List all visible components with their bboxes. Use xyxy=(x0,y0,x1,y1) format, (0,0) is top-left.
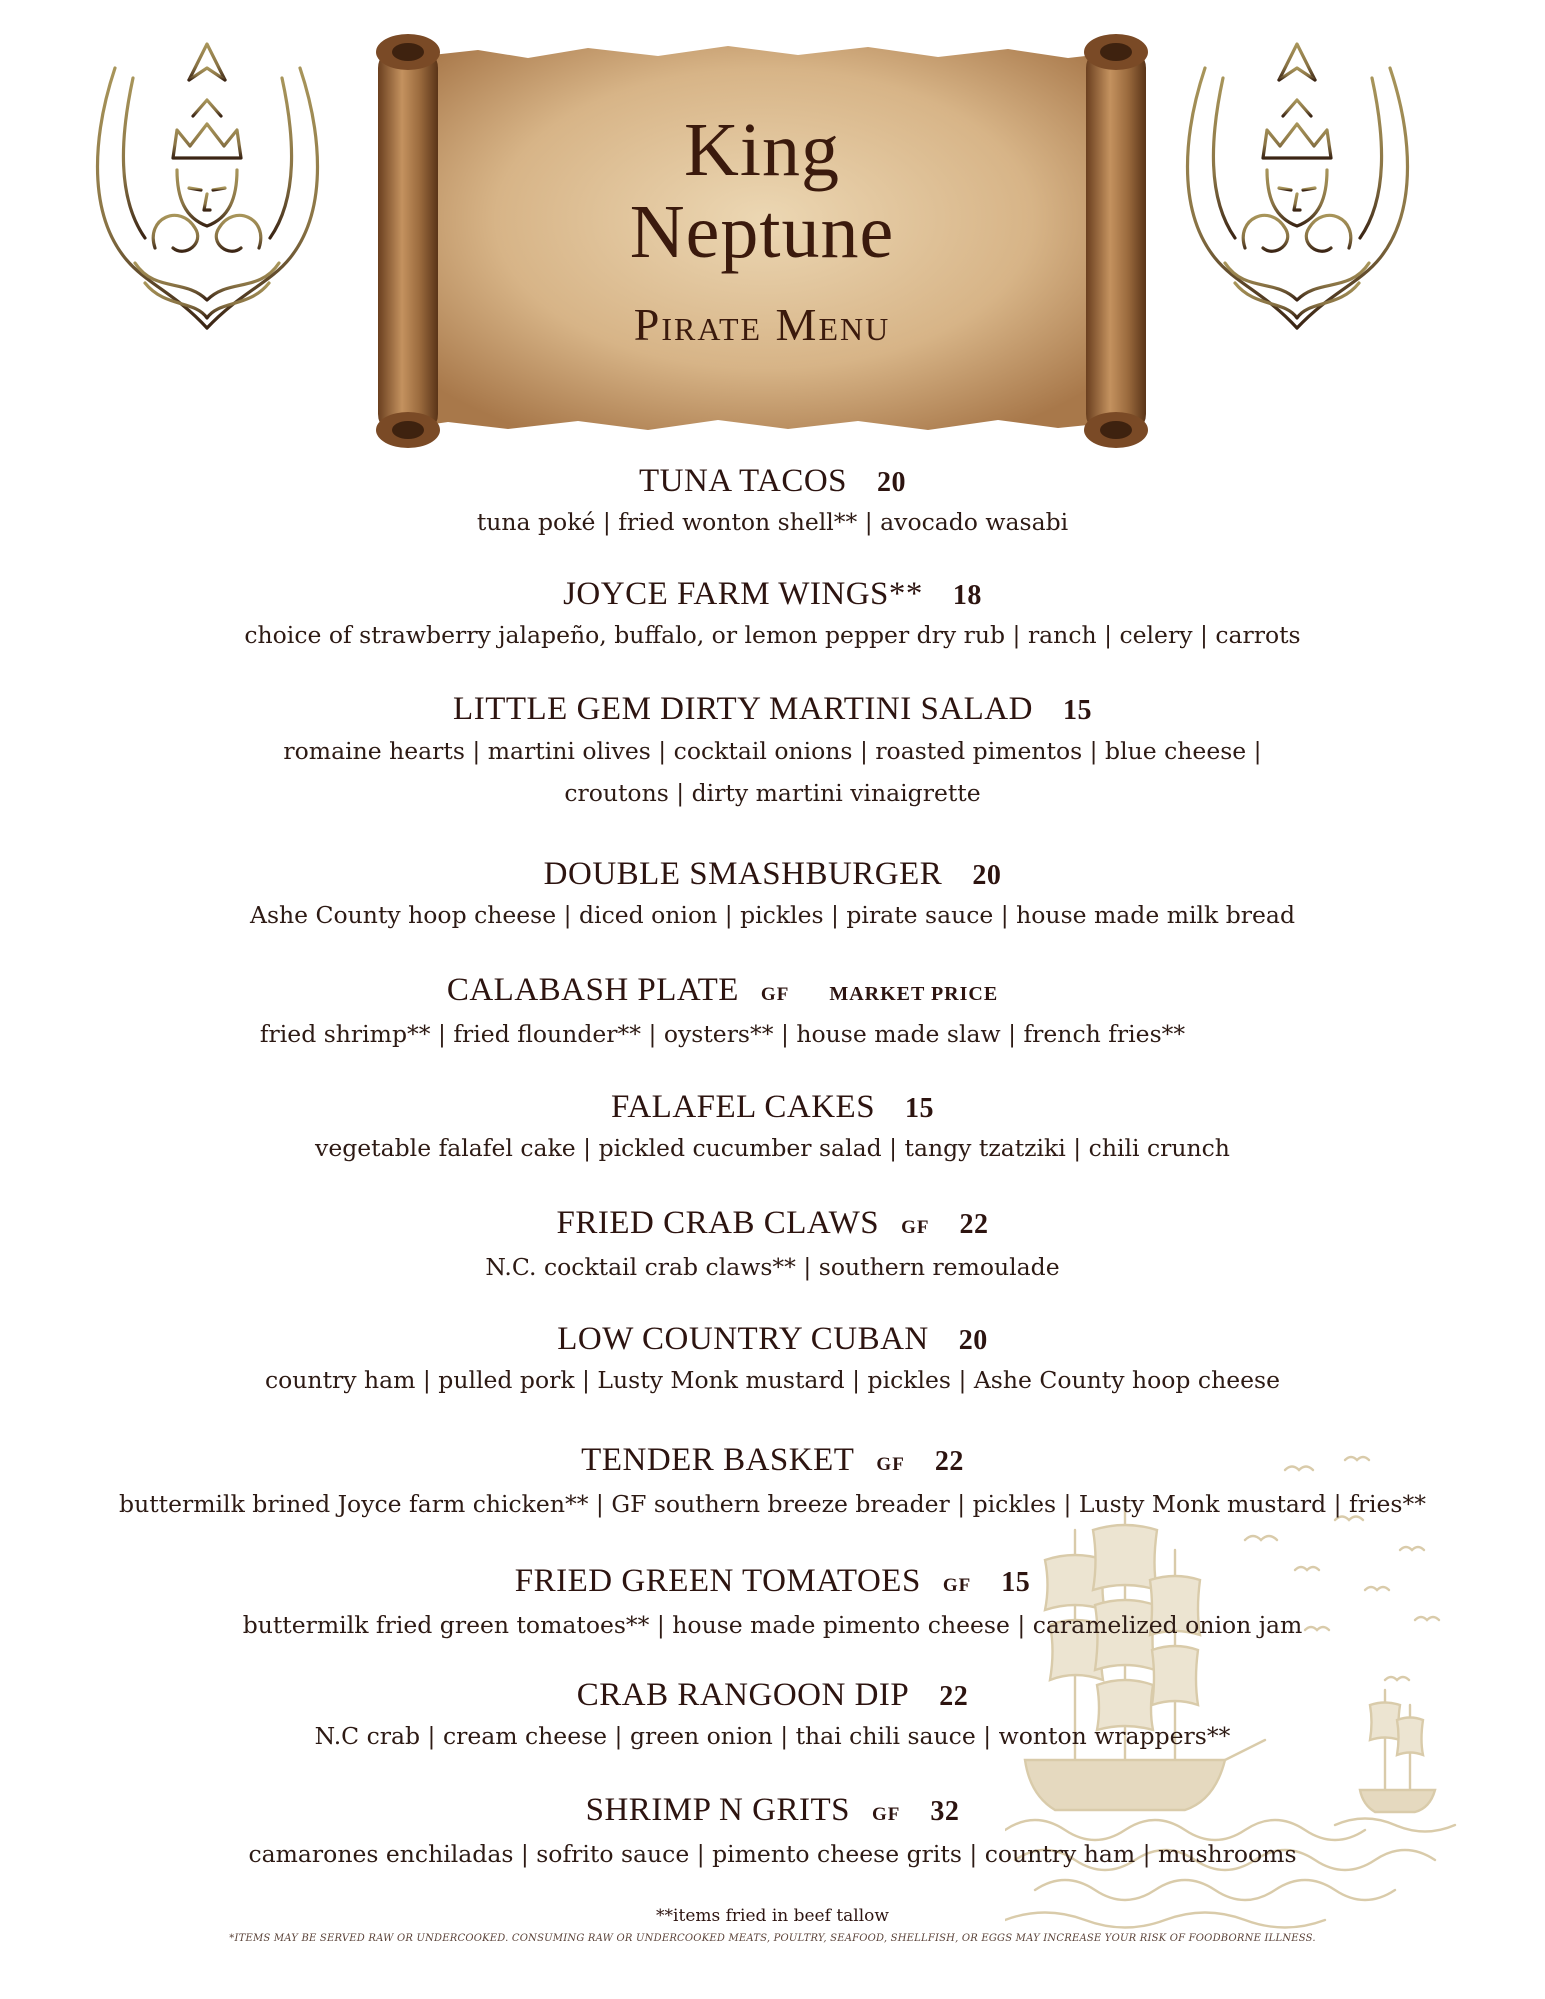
menu-item xyxy=(0,971,1495,1054)
menu-item-heading xyxy=(0,1088,1545,1128)
menu-item-price: 15 xyxy=(1062,695,1092,726)
menu-item-price: 15 xyxy=(905,1093,935,1124)
menu-item-description: vegetable falafel cake | pickled cucumber salad | tangy tzatziki | chili crunch xyxy=(315,1134,1230,1162)
neptune-emblem-left-icon xyxy=(85,38,330,353)
menu-item xyxy=(0,1791,1545,1874)
menu-item xyxy=(0,855,1545,935)
menu-item-heading xyxy=(0,1676,1545,1716)
menu-item xyxy=(0,690,1545,814)
menu-item-description: Ashe County hoop cheese | diced onion | pickles | pirate sauce | house made milk bread xyxy=(250,901,1295,929)
menu-item xyxy=(0,1088,1545,1168)
menu-item-price: 22 xyxy=(939,1681,969,1712)
menu-item xyxy=(0,1676,1545,1756)
gluten-free-badge: GF xyxy=(901,1217,930,1238)
menu-item xyxy=(0,1320,1545,1400)
menu-item xyxy=(0,462,1545,542)
menu-item-heading xyxy=(0,462,1545,502)
menu-item-heading xyxy=(0,971,1495,1014)
menu-item-name: JOYCE FARM WINGS** xyxy=(563,576,923,612)
menu-item-price: 20 xyxy=(972,860,1002,891)
menu-item-description: N.C. cocktail crab claws** | southern remoulade xyxy=(485,1253,1060,1281)
menu-item-description: choice of strawberry jalapeño, buffalo, or lemon pepper dry rub | ranch | celery | carrots xyxy=(244,621,1301,649)
menu-item-name: FRIED CRAB CLAWS xyxy=(556,1205,880,1241)
menu-item-description: romaine hearts | martini olives | cocktail onions | roasted pimentos | blue cheese | croutons | dirty martini vinaigrette xyxy=(283,737,1262,807)
menu-item-name: FRIED GREEN TOMATOES xyxy=(514,1563,921,1599)
beef-tallow-note: **items fried in beef tallow xyxy=(656,1906,889,1926)
menu-item xyxy=(0,1562,1545,1645)
menu-item-name: CRAB RANGOON DIP xyxy=(576,1677,910,1713)
menu-item-description: buttermilk brined Joyce farm chicken** | GF southern breeze breader | pickles | Lusty Monk mustard | fries** xyxy=(119,1490,1426,1518)
menu-item-name: TENDER BASKET xyxy=(581,1442,855,1478)
neptune-emblem-right-icon xyxy=(1175,38,1420,353)
menu-item-name: FALAFEL CAKES xyxy=(610,1089,876,1125)
menu-item-heading xyxy=(0,1204,1545,1247)
menu-item-heading xyxy=(0,1562,1545,1605)
menu-item-price: 32 xyxy=(930,1796,960,1827)
menu-item-heading xyxy=(0,1791,1545,1834)
menu-item-price: 20 xyxy=(958,1325,988,1356)
menu-item-name: CALABASH PLATE xyxy=(446,972,739,1008)
menu-item-description: N.C crab | cream cheese | green onion | thai chili sauce | wonton wrappers** xyxy=(314,1722,1231,1750)
menu-item-price: 18 xyxy=(952,580,982,611)
menu-item-price: 15 xyxy=(1001,1567,1031,1598)
menu-item-heading xyxy=(0,690,1545,730)
menu-item-description: country ham | pulled pork | Lusty Monk mustard | pickles | Ashe County hoop cheese xyxy=(264,1366,1280,1394)
menu-item-price: MARKET PRICE xyxy=(829,983,999,1005)
menu-item-heading xyxy=(0,1320,1545,1360)
menu-item-description: fried shrimp** | fried flounder** | oysters** | house made slaw | french fries** xyxy=(259,1020,1186,1048)
menu-title-line-1: King xyxy=(684,108,840,192)
menu-title-line-2: Neptune xyxy=(629,190,895,274)
menu-subtitle: Pirate Menu xyxy=(633,299,891,350)
menu-item xyxy=(0,1204,1545,1287)
gluten-free-badge: GF xyxy=(876,1454,905,1475)
menu-item-heading xyxy=(0,1441,1545,1484)
menu-item-description: buttermilk fried green tomatoes** | house made pimento cheese | caramelized onion jam xyxy=(242,1611,1303,1639)
menu-item xyxy=(0,1441,1545,1524)
food-safety-warning: *ITEMS MAY BE SERVED RAW OR UNDERCOOKED. CONSUMING RAW OR UNDERCOOKED MEATS, POULTRY, SEAFOOD, SHELLFISH, OR EGGS MAY INCREASE YOUR RISK OF FOODBORNE ILLNESS. xyxy=(229,1933,1316,1944)
menu-item-heading xyxy=(0,575,1545,615)
menu-item-description: tuna poké | fried wonton shell** | avocado wasabi xyxy=(476,508,1069,536)
gluten-free-badge: GF xyxy=(760,984,790,1005)
menu-item-name: DOUBLE SMASHBURGER xyxy=(543,856,943,892)
menu-item xyxy=(0,575,1545,655)
menu-item-name: SHRIMP N GRITS xyxy=(585,1792,850,1828)
menu-item-price: 22 xyxy=(959,1209,989,1240)
menu-item-price: 20 xyxy=(877,467,907,498)
menu-item-heading xyxy=(0,855,1545,895)
gluten-free-badge: GF xyxy=(942,1575,972,1596)
gluten-free-badge: GF xyxy=(871,1804,901,1825)
menu-item-description: camarones enchiladas | sofrito sauce | pimento cheese grits | country ham | mushrooms xyxy=(248,1840,1297,1868)
menu-item-name: TUNA TACOS xyxy=(638,463,848,499)
menu-item-price: 22 xyxy=(934,1446,964,1477)
menu-item-name: LOW COUNTRY CUBAN xyxy=(557,1321,929,1357)
menu-item-name: LITTLE GEM DIRTY MARTINI SALAD xyxy=(453,691,1033,727)
